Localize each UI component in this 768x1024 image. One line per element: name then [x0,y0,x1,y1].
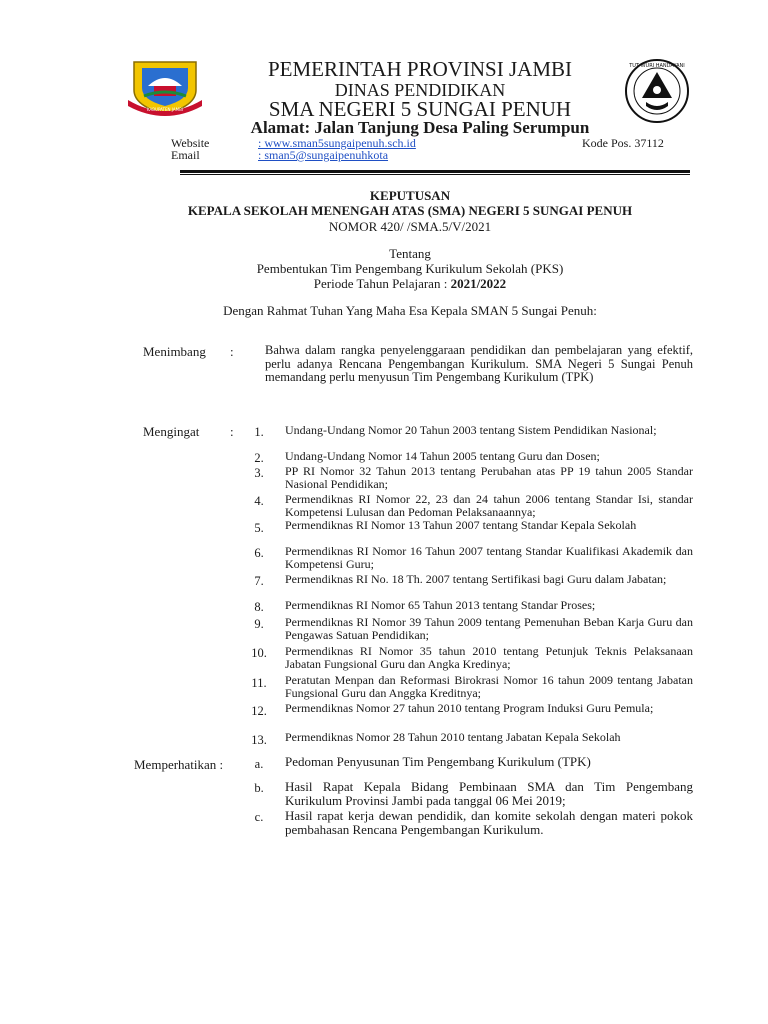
memperhatikan-label: Memperhatikan : [134,757,224,772]
header-divider-thin [180,174,690,175]
mengingat-num: 13. [251,733,267,747]
mengingat-item: Permendiknas RI Nomor 39 Tahun 2009 tentang Pemenuhan Beban Karja Guru dan Pengawas Satuan Pendidikan; [285,615,693,642]
mengingat-num: 4. [254,494,264,508]
mengingat-num: 6. [254,546,264,560]
mengingat-num: 12. [251,704,267,718]
header-government: PEMERINTAH PROVINSI JAMBI [267,57,572,81]
email-label: Email [171,148,200,162]
postal-code: Kode Pos. 37112 [582,136,664,150]
decree-subject: Pembentukan Tim Pengembang Kurikulum Sekolah (PKS) [256,261,564,276]
mengingat-num: 5. [254,521,264,535]
memperhatikan-letter: b. [254,781,264,795]
mengingat-num: 2. [254,451,264,465]
mengingat-num: 11. [251,676,267,690]
memperhatikan-letter: c. [254,810,264,824]
memperhatikan-letter: a. [254,757,264,771]
mengingat-colon: : [230,424,234,439]
mengingat-item: Permendiknas RI Nomor 13 Tahun 2007 tentang Standar Kepala Sekolah [285,518,637,532]
menimbang-text: Bahwa dalam rangka penyelenggaraan pendidikan dan pembelajaran yang efektif, perlu adanya Rencana Pengembangan Kurikulum. SMA Negeri 5 Sungai Penuh memandang perlu menyusun Tim Pengembang Kurikulum (TPK) [265,343,693,384]
logo-motto-text: TUT WURI HANDAYANI [629,63,685,69]
mengingat-item: Peratutan Menpan dan Reformasi Birokrasi Nomor 16 tahun 2009 tentang Jabatan Fungsional Guru dan Anggka Kreditnya; [285,673,693,700]
decree-preamble: Dengan Rahmat Tuhan Yang Maha Esa Kepala SMAN 5 Sungai Penuh: [223,303,597,318]
mengingat-num: 9. [254,617,264,631]
mengingat-num: 7. [254,574,264,588]
mengingat-item: Permendiknas RI No. 18 Th. 2007 tentang Sertifikasi bagi Guru dalam Jabatan; [285,572,667,586]
website-label: Website [171,136,210,150]
mengingat-item: Undang-Undang Nomor 20 Tahun 2003 tentang Sistem Pendidikan Nasional; [285,423,657,437]
tut-wuri-handayani-logo [624,58,690,124]
menimbang-label: Menimbang [143,344,206,359]
mengingat-num: 10. [251,646,267,660]
mengingat-num: 1. [254,425,264,439]
header-address: Alamat: Jalan Tanjung Desa Paling Serumpun [250,118,590,137]
mengingat-num: 8. [254,600,264,614]
memperhatikan-item: Pedoman Penyusunan Tim Pengembang Kurikulum (TPK) [285,754,591,769]
period-prefix: Periode Tahun Pelajaran : [313,276,451,291]
website-link[interactable]: : www.sman5sungaipenuh.sch.id [258,136,416,150]
header-department: DINAS PENDIDIKAN [334,80,506,100]
mengingat-item: Permendiknas RI Nomor 35 tahun 2010 tentang Petunjuk Teknis Pelaksanaan Jabatan Fungsional Guru dan Angka Kredinya; [285,644,693,671]
memperhatikan-item: Hasil rapat kerja dewan pendidik, dan komite sekolah dengan materi pokok pembahasan Rencana Pengembangan Kurikulum. [285,808,693,837]
mengingat-label: Mengingat [143,424,200,439]
emblem-ribbon-text: KABUPATEN JAMBI [147,107,183,112]
mengingat-item: Permendiknas Nomor 28 Tahun 2010 tentang Jabatan Kepala Sekolah [285,730,621,744]
menimbang-colon: : [230,344,234,359]
decree-title: KEPUTUSAN [369,188,451,203]
decree-period [120,276,700,292]
provincial-emblem-logo [124,56,206,118]
period-year: 2021/2022 [450,276,507,291]
mengingat-item: Permendiknas RI Nomor 16 Tahun 2007 tentang Standar Kualifikasi Akademik dan Kompetensi Guru; [285,544,693,571]
mengingat-item: PP RI Nomor 32 Tahun 2013 tentang Perubahan atas PP 19 tahun 2005 Standar Nasional Pendidikan; [285,464,693,491]
decree-number: NOMOR 420/ /SMA.5/V/2021 [328,219,492,234]
header-school-name: SMA NEGERI 5 SUNGAI PENUH [268,97,572,121]
mengingat-item: Permendiknas Nomor 27 tahun 2010 tentang Program Induksi Guru Pemula; [285,701,654,715]
decree-issuer: KEPALA SEKOLAH MENENGAH ATAS (SMA) NEGERI 5 SUNGAI PENUH [187,203,633,218]
mengingat-item: Undang-Undang Nomor 14 Tahun 2005 tentang Guru dan Dosen; [285,449,600,463]
header-divider-thick [180,170,690,173]
mengingat-item: Permendiknas RI Nomor 22, 23 dan 24 tahun 2006 tentang Standar Isi, standar Kompetensi Lulusan dan Pedoman Pelaksanaannya; [285,492,693,519]
email-link[interactable]: : sman5@sungaipenuhkota [258,148,389,162]
mengingat-num: 3. [254,466,264,480]
mengingat-item: Permendiknas RI Nomor 65 Tahun 2013 tentang Standar Proses; [285,598,596,612]
decree-tentang: Tentang [389,246,431,261]
memperhatikan-item: Hasil Rapat Kepala Bidang Pembinaan SMA dan Tim Pengembang Kurikulum Provinsi Jambi pada tanggal 06 Mei 2019; [285,779,693,808]
